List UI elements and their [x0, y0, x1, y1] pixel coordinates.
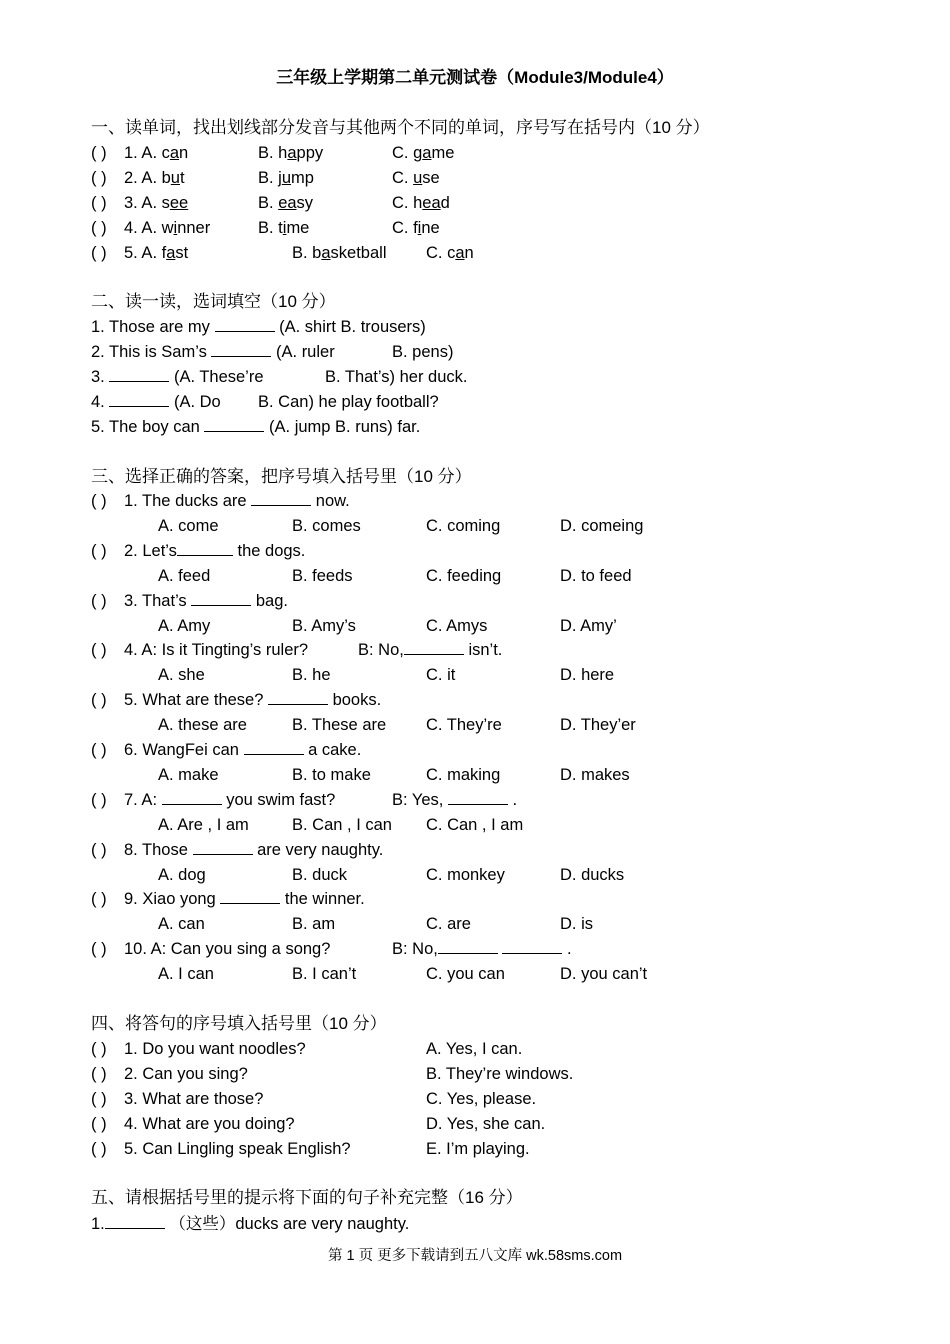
answer-blank[interactable]	[193, 840, 253, 855]
question-text: are very naughty.	[252, 840, 384, 859]
part3-q4-option-c: C. it	[426, 666, 456, 685]
underlined-letters: i	[282, 219, 287, 237]
option-text: C. c	[426, 244, 456, 262]
option-text: ppy	[296, 144, 324, 162]
answer-blank[interactable]	[220, 889, 280, 904]
part3-q5-option-c: C. They’re	[426, 716, 502, 735]
part1-q2-answer-paren[interactable]: ( )	[91, 169, 107, 187]
answer-blank[interactable]	[251, 491, 311, 506]
part1-q3-answer-paren[interactable]: ( )	[91, 194, 107, 212]
question-text: the dogs.	[232, 541, 306, 560]
section-2-heading: 二、读一读，选词填空（10 分）	[91, 292, 336, 311]
part3-q9-option-b: B. am	[292, 915, 336, 934]
question-text: 3. That’s	[124, 591, 192, 610]
part3-q10-question	[124, 938, 330, 960]
question-text: ducks are very naughty.	[235, 1215, 410, 1233]
part4-answer-a: A. Yes, I can.	[426, 1040, 523, 1058]
option-text: se	[422, 169, 440, 187]
part3-q9-option-d: D. is	[560, 915, 593, 934]
part4-q1-answer-paren[interactable]: ( )	[91, 1040, 107, 1058]
option-text: st	[175, 244, 189, 262]
question-text: (A. Do	[169, 393, 221, 411]
answer-blank[interactable]	[109, 367, 169, 382]
answer-blank[interactable]	[162, 790, 222, 805]
question-text: 10. A: Can you sing a song?	[124, 940, 331, 959]
part4-q5-question: 5. Can Lingling speak English?	[124, 1140, 351, 1158]
part3-q3-option-a: A. Amy	[158, 616, 211, 635]
question-text: (A. jump B. runs) far.	[264, 418, 421, 436]
part3-q5-option-a: A. these are	[158, 716, 247, 735]
option-text: B. j	[258, 169, 282, 187]
part3-q1-option-c: C. coming	[426, 517, 501, 535]
question-text: 9. Xiao yong	[124, 890, 221, 909]
underlined-letters: a	[422, 144, 432, 162]
underlined-letters: a	[321, 244, 331, 262]
section-5-heading: 五、请根据括号里的提示将下面的句子补充完整（16 分）	[91, 1188, 523, 1207]
underlined-letters: u	[170, 169, 180, 187]
part1-q5-option-c	[426, 242, 474, 264]
question-text: the winner.	[280, 890, 365, 909]
hint-text: （这些）	[164, 1215, 236, 1233]
part2-q1	[91, 316, 426, 338]
part1-q2-option-c	[392, 167, 440, 189]
question-text: .	[507, 790, 518, 809]
part1-q1-option-a	[124, 142, 188, 164]
part3-q4-option-d: D. here	[560, 666, 615, 685]
option-text: nner	[177, 219, 211, 237]
option-text: me	[286, 219, 310, 237]
part3-q2-option-c: C. feeding	[426, 566, 502, 585]
option-text: C. f	[392, 219, 418, 237]
part3-q3-question	[124, 590, 288, 612]
part3-q6-answer-paren[interactable]: ( )	[91, 741, 107, 759]
question-text: 4. A: Is it Tingting’s ruler?	[124, 641, 309, 660]
question-text: 5. What are these?	[124, 691, 268, 710]
page-title: 三年级上学期第二单元测试卷（Module3/Module4）	[276, 68, 674, 87]
question-text: .	[562, 940, 572, 959]
part3-q9-question	[124, 888, 365, 910]
part4-answer-d: D. Yes, she can.	[426, 1115, 546, 1133]
answer-blank[interactable]	[438, 939, 498, 954]
part3-q4-option-a: A. she	[158, 666, 205, 685]
part3-q3-option-c: C. Amys	[426, 616, 488, 635]
part3-q10-option-a: A. I can	[158, 965, 214, 984]
part3-q5-question	[124, 689, 381, 711]
option-text: 4. A. w	[124, 219, 174, 237]
part1-q1-option-b	[258, 142, 323, 164]
question-text: now.	[311, 492, 350, 510]
part3-q5-answer-paren[interactable]: ( )	[91, 691, 107, 710]
underlined-letters: i	[173, 219, 178, 237]
question-text: B: No,	[358, 641, 404, 660]
section-1-heading: 一、读单词，找出划线部分发音与其他两个不同的单词，序号写在括号内（10 分）	[91, 118, 710, 137]
part3-q6-question	[124, 739, 361, 761]
underlined-letters: a	[455, 244, 465, 262]
part1-q2-option-b	[258, 167, 314, 189]
question-text: you swim fast?	[221, 790, 336, 809]
part4-q2-question: 2. Can you sing?	[124, 1065, 248, 1083]
option-text: 2. A. b	[124, 169, 171, 187]
question-text: 8. Those	[124, 840, 193, 859]
part2-q2-option-b: B. pens)	[392, 343, 454, 361]
question-text: 6. WangFei can	[124, 741, 244, 759]
answer-blank[interactable]	[109, 392, 169, 407]
option-text: ne	[421, 219, 440, 237]
part3-q7-option-c: C. Can , I am	[426, 815, 524, 834]
part1-q1-option-c	[392, 142, 454, 164]
part1-q4-option-b	[258, 217, 309, 239]
part3-q7-question	[124, 789, 335, 811]
question-text: B: Yes,	[392, 790, 448, 809]
part3-q4-answer-b	[358, 639, 502, 661]
question-text: (A. ruler	[271, 343, 335, 361]
underlined-letters: a	[169, 144, 180, 162]
part1-q3-option-b	[258, 192, 313, 214]
part3-q6-option-a: A. make	[158, 766, 219, 784]
part4-q3-answer-paren[interactable]: ( )	[91, 1090, 107, 1108]
part4-q5-answer-paren[interactable]: ( )	[91, 1140, 107, 1158]
question-text: books.	[328, 691, 382, 710]
underlined-letters: ea	[278, 194, 297, 212]
part3-q4-answer-paren[interactable]: ( )	[91, 641, 107, 660]
part3-q1-question	[124, 490, 350, 512]
part4-q4-question: 4. What are you doing?	[124, 1115, 295, 1133]
part3-q8-option-d: D. ducks	[560, 865, 625, 884]
question-text: B: No,	[392, 940, 438, 959]
part3-q8-answer-paren[interactable]: ( )	[91, 840, 107, 859]
option-text: B. h	[258, 144, 288, 162]
answer-blank[interactable]	[204, 417, 264, 432]
answer-blank[interactable]	[404, 640, 464, 655]
part3-q5-option-d: D. They’er	[560, 716, 636, 735]
part3-q2-option-d: D. to feed	[560, 566, 632, 585]
part1-q1-answer-paren[interactable]: ( )	[91, 144, 107, 162]
question-text: 2. Let’s	[124, 541, 177, 560]
part3-q5-option-b: B. These are	[292, 716, 387, 735]
part3-q8-question	[124, 839, 383, 861]
underlined-letters: a	[166, 244, 176, 262]
question-text: 5. The boy can	[91, 418, 205, 436]
underlined-letters: u	[281, 169, 292, 187]
question-text: 7. A:	[124, 790, 162, 809]
question-text: bag.	[251, 591, 288, 610]
part1-q4-answer-paren[interactable]: ( )	[91, 219, 107, 237]
part3-q10-option-d: D. you can’t	[560, 965, 648, 984]
part3-q7-answer-paren[interactable]: ( )	[91, 790, 107, 809]
underlined-letters: i	[417, 219, 422, 237]
underlined-letters: u	[413, 169, 423, 187]
answer-blank[interactable]	[268, 690, 328, 705]
question-text: isn’t.	[463, 641, 503, 660]
part3-q6-option-b: B. to make	[292, 766, 371, 784]
option-text: me	[431, 144, 455, 162]
option-text: 3. A. s	[124, 194, 170, 212]
question-text: a cake.	[303, 741, 362, 759]
question-text: 1. Those are my	[91, 318, 215, 336]
answer-blank[interactable]	[177, 541, 233, 556]
part3-q10-option-b: B. I can’t	[292, 965, 357, 984]
part2-q4-option-b: B. Can) he play football?	[258, 393, 439, 411]
option-text: B. t	[258, 219, 283, 237]
part3-q8-option-a: A. dog	[158, 865, 206, 884]
part3-q10-option-c: C. you can	[426, 965, 505, 984]
part2-q5	[91, 416, 420, 438]
part3-q10-answer-b	[392, 938, 572, 960]
part3-q1-option-b: B. comes	[292, 517, 361, 535]
part3-q7-option-b: B. Can , I can	[292, 815, 392, 834]
part3-q3-option-b: B. Amy’s	[292, 616, 356, 635]
part3-q2-answer-paren[interactable]: ( )	[91, 541, 107, 560]
option-text: d	[440, 194, 450, 212]
option-text: C. g	[392, 144, 423, 162]
part3-q2-option-a: A. feed	[158, 566, 211, 585]
question-text: (A. These’re	[169, 368, 264, 386]
part3-q2-question	[124, 540, 305, 562]
part3-q3-option-d: D. Amy’	[560, 616, 617, 635]
page-footer: 第 1 页 更多下载请到五八文库 wk.58sms.com	[327, 1248, 623, 1264]
answer-blank[interactable]	[105, 1214, 165, 1229]
answer-blank[interactable]	[191, 591, 251, 606]
part4-answer-e: E. I’m playing.	[426, 1140, 530, 1158]
part1-q4-option-a	[124, 217, 210, 239]
part1-q3-option-c	[392, 192, 450, 214]
part2-q4	[91, 391, 221, 413]
part1-q2-option-a	[124, 167, 185, 189]
part3-q7-answer-b	[392, 789, 517, 811]
question-text: 1.	[91, 1215, 105, 1233]
part3-q9-option-c: C. are	[426, 915, 471, 934]
section-3-heading: 三、选择正确的答案，把序号填入括号里（10 分）	[91, 467, 472, 486]
part3-q1-option-d: D. comeing	[560, 517, 644, 535]
option-text: C. h	[392, 194, 423, 212]
part1-q5-option-a	[124, 242, 188, 264]
option-text: sketball	[330, 244, 387, 262]
part2-q3	[91, 366, 264, 388]
underlined-letters: ee	[169, 194, 189, 212]
part4-q4-answer-paren[interactable]: ( )	[91, 1115, 107, 1133]
option-text: mp	[291, 169, 314, 187]
question-text: 4.	[91, 393, 110, 411]
option-text: 1. A. c	[124, 144, 170, 162]
underlined-letters: ea	[422, 194, 441, 212]
answer-blank[interactable]	[502, 939, 562, 954]
option-text: 5. A. f	[124, 244, 167, 262]
answer-blank[interactable]	[448, 790, 508, 805]
part2-q2	[91, 341, 335, 363]
part3-q4-question	[124, 639, 308, 661]
part3-q1-option-a: A. come	[158, 517, 219, 535]
answer-blank[interactable]	[244, 740, 304, 755]
part5-q1	[91, 1213, 409, 1235]
part4-answer-b: B. They’re windows.	[426, 1065, 574, 1083]
part3-q2-option-b: B. feeds	[292, 566, 353, 585]
question-text: 1. The ducks are	[124, 492, 252, 510]
option-text: C.	[392, 169, 414, 187]
question-text: (A. shirt B. trousers)	[274, 318, 426, 336]
part3-q3-answer-paren[interactable]: ( )	[91, 591, 107, 610]
question-text: 3.	[91, 368, 110, 386]
part1-q3-option-a	[124, 192, 188, 214]
underlined-letters: a	[287, 144, 297, 162]
part1-q5-option-b	[292, 242, 387, 264]
part3-q4-option-b: B. he	[292, 666, 331, 685]
part3-q9-option-a: A. can	[158, 915, 205, 934]
option-text: n	[179, 144, 189, 162]
part1-q4-option-c	[392, 217, 440, 239]
part3-q6-option-d: D. makes	[560, 766, 630, 784]
option-text: B.	[258, 194, 279, 212]
option-text: B. b	[292, 244, 322, 262]
part4-q1-question: 1. Do you want noodles?	[124, 1040, 306, 1058]
option-text: sy	[296, 194, 314, 212]
part4-q2-answer-paren[interactable]: ( )	[91, 1065, 107, 1083]
part3-q9-answer-paren[interactable]: ( )	[91, 890, 107, 909]
part3-q10-answer-paren[interactable]: ( )	[91, 940, 107, 959]
part2-q3-option-b: B. That’s) her duck.	[325, 368, 468, 386]
option-text: t	[179, 169, 185, 187]
part3-q8-option-c: C. monkey	[426, 865, 505, 884]
part3-q7-option-a: A. Are , I am	[158, 815, 249, 834]
answer-blank[interactable]	[215, 317, 275, 332]
part3-q1-answer-paren[interactable]: ( )	[91, 492, 107, 510]
section-4-heading: 四、将答句的序号填入括号里（10 分）	[91, 1014, 387, 1033]
part1-q5-answer-paren[interactable]: ( )	[91, 244, 107, 262]
part4-answer-c: C. Yes, please.	[426, 1090, 537, 1108]
question-text: 2. This is Sam’s	[91, 343, 212, 361]
option-text: n	[464, 244, 474, 262]
part3-q8-option-b: B. duck	[292, 865, 348, 884]
part4-q3-question: 3. What are those?	[124, 1090, 264, 1108]
part3-q6-option-c: C. making	[426, 766, 501, 784]
answer-blank[interactable]	[211, 342, 271, 357]
